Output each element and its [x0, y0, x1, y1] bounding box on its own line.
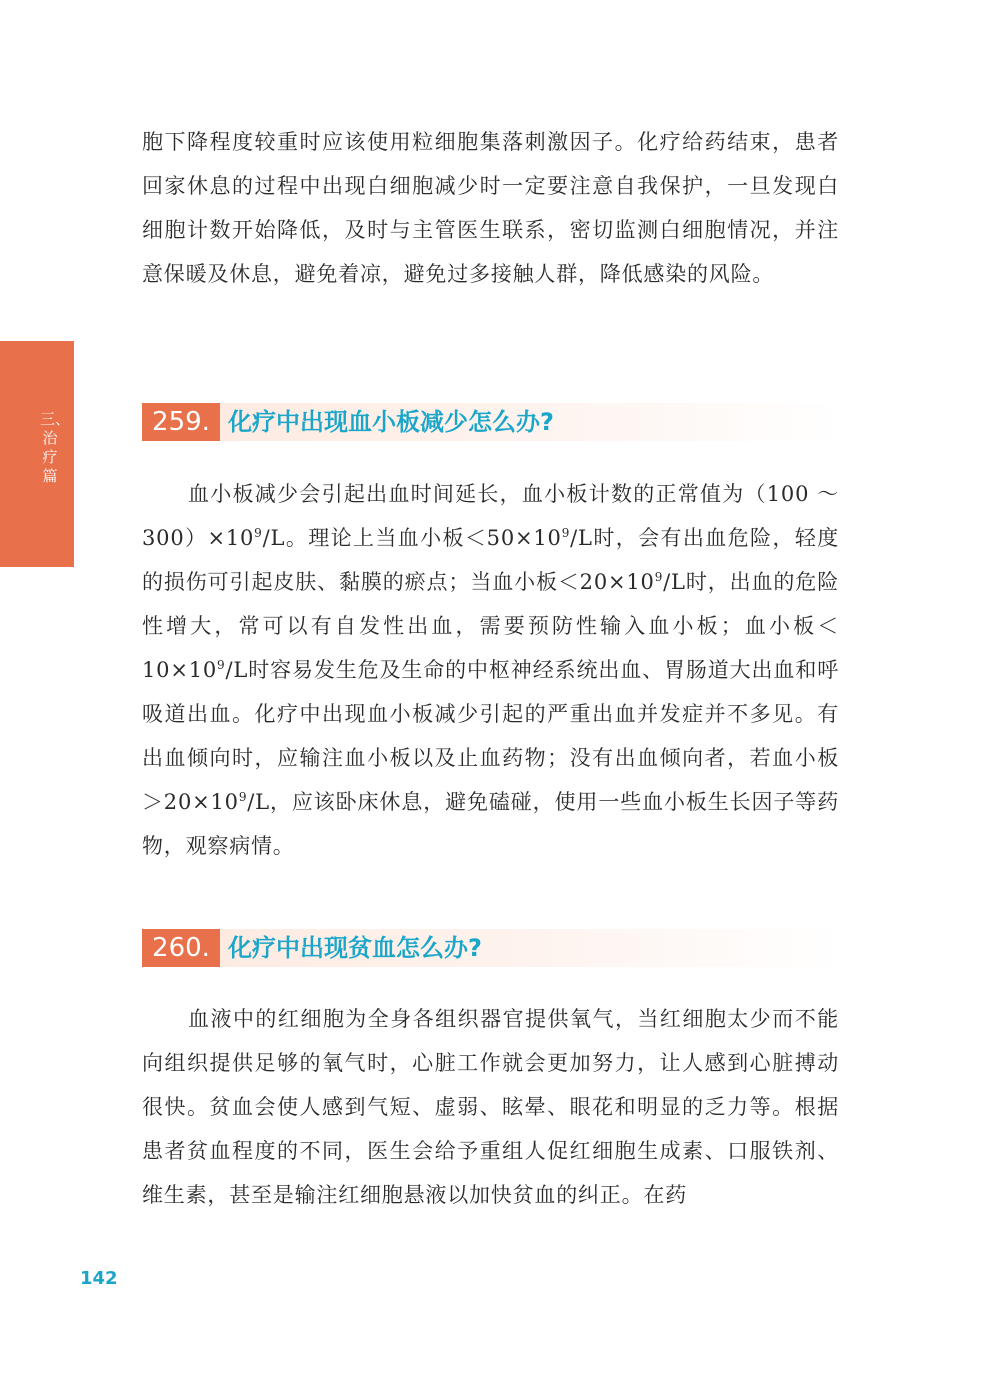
section-259-body: 血小板减少会引起出血时间延长，血小板计数的正常值为（100 ～ $300)\times 10^9/L$。理论上当血小板$<50\times 10^9/L$时，会有出血危险，轻度的损伤可引起皮肤、黏膜的瘀点；当血小板$<20\times 10^9/L$时，出血的危险性增大，常可以有自发性出血，需要预防性输入血小板；血小板$<10\times 10^9/L$时容易发生危及生命的中枢神经系统出血、胃肠道大出血和呼吸道出血。化疗中出现血小板减少引起的严重出血并发症并不多见。有出血倾向时，应输注血小板以及止血药物；没有出血倾向者，若血小板$>20\times 10^9/L$，应该卧床休息，避免磕碰，使用一些血小板生长因子等药物，观察病情。: [142, 482, 840, 858]
page-number: 142: [80, 1268, 118, 1289]
section-heading-260: [142, 929, 839, 967]
section-number: 259.: [142, 403, 220, 441]
section-260-body: 血液中的红细胞为全身各组织器官提供氧气，当红细胞太少而不能向组织提供足够的氧气时，心脏工作就会更加努力，让人感到心脏搏动很快。贫血会使人感到气短、虚弱、眩晕、眼花和明显的乏力等。根据患者贫血程度的不同，医生会给予重组人促红细胞生成素、口服铁剂、维生素，甚至是输注红细胞悬液以加快贫血的纠正。在药: [142, 1007, 839, 1207]
section-title: 化疗中出现贫血怎么办?: [228, 934, 482, 962]
section-heading-259: [142, 403, 839, 441]
side-tab-label: 三、治疗篇: [40, 410, 71, 485]
intro-paragraph: 胞下降程度较重时应该使用粒细胞集落刺激因子。化疗给药结束，患者回家休息的过程中出现白细胞减少时一定要注意自我保护，一旦发现白细胞计数开始降低，及时与主管医生联系，密切监测白细胞情况，并注意保暖及休息，避免着凉，避免过多接触人群，降低感染的风险。: [142, 130, 839, 286]
section-title: 化疗中出现血小板减少怎么办?: [228, 408, 554, 436]
section-number: 260.: [142, 929, 220, 967]
side-tab: [0, 341, 74, 567]
